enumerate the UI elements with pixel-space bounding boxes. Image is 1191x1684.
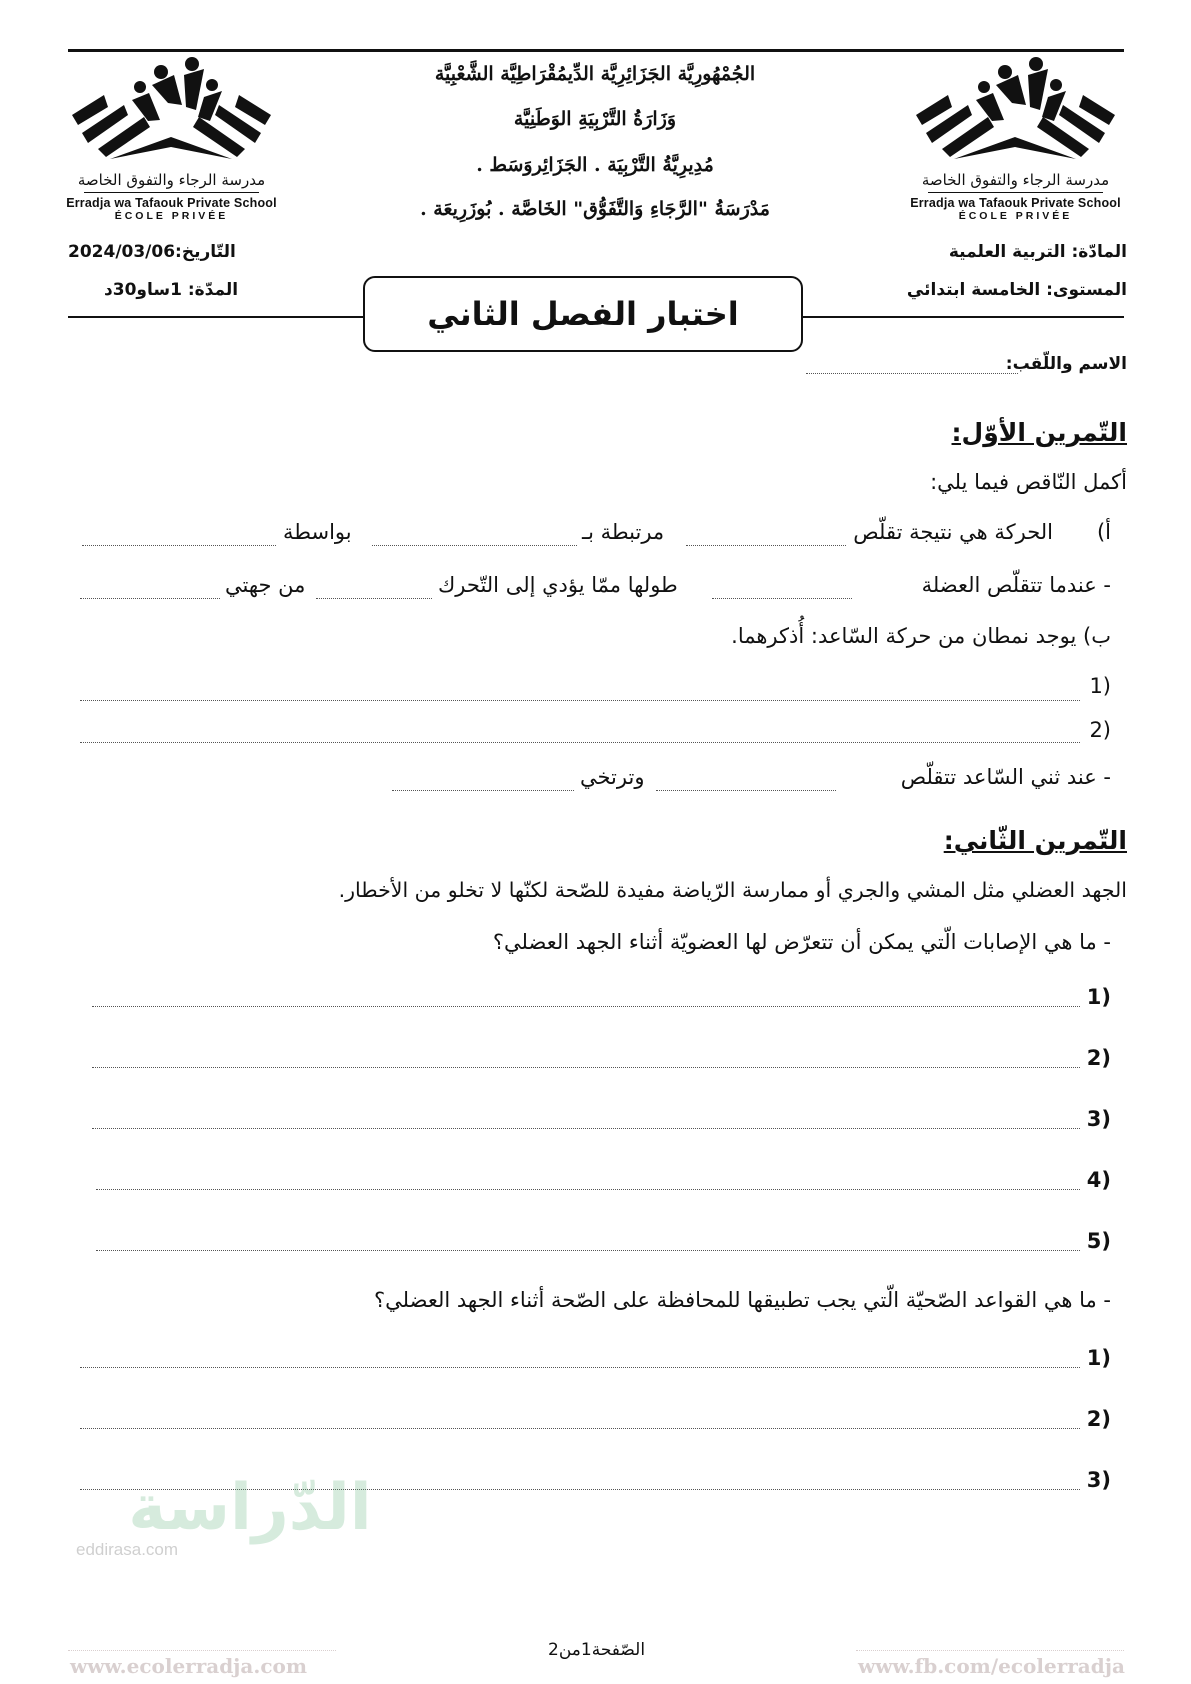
watermark-site: eddirasa.com: [76, 1540, 179, 1559]
date-label: التّاريخ:2024/03/06: [68, 242, 236, 262]
header-republic: الجُمْهُورِيَّة الجَزَائِرِيَّة الدِّيمُقْرَاطِيَّة الشَّعْبِيَّة: [434, 63, 756, 85]
ex1-a-part2: مرتبطة بـ: [582, 520, 665, 544]
ex2-q1-item-1-field[interactable]: [92, 1006, 1080, 1007]
ex1-last-blank1[interactable]: [656, 790, 836, 791]
ex2-q1-item-5-num: 5): [1086, 1229, 1111, 1253]
logo-name-ar: مدرسة الرجاء والتفوق الخاصة: [921, 171, 1110, 189]
logo-name-en: Erradja wa Tafaouk Private School: [910, 196, 1121, 210]
ex1-dash-end: من جهتي: [225, 573, 306, 597]
eddirasa-watermark: [70, 1468, 430, 1578]
ex2-q1-item-2-field[interactable]: [92, 1067, 1080, 1068]
footer-facebook[interactable]: www.fb.com/ecolerradja: [858, 1654, 1125, 1678]
ex1-a-blank2[interactable]: [372, 545, 577, 546]
ex2-q1-item-1-num: 1): [1086, 985, 1111, 1009]
ex2-q2-item-3-num: 3): [1086, 1468, 1111, 1492]
logo-name-fr: ÉCOLE PRIVÉE: [114, 210, 229, 222]
ex1-dash-blank3[interactable]: [80, 598, 220, 599]
school-logo-left: [64, 55, 279, 230]
name-label: الاسم واللّقب:: [1005, 354, 1127, 374]
ex2-q1-item-4-num: 4): [1086, 1168, 1111, 1192]
ex2-q1-item-3-field[interactable]: [92, 1128, 1080, 1129]
level-label: المستوى: الخامسة ابتدائي: [906, 280, 1127, 300]
logo-emblem-icon: [64, 55, 279, 165]
logo-emblem-icon: [908, 55, 1123, 165]
ex1-last-blank2[interactable]: [392, 790, 574, 791]
ex2-q2-item-2-num: 2): [1086, 1407, 1111, 1431]
ex1-a-blank3[interactable]: [82, 545, 276, 546]
school-logo-right: [908, 55, 1123, 230]
ex1-b-item-2-num: 2): [1089, 718, 1111, 742]
header-school: مَدْرَسَةُ "الرَّجَاءِ وَالتَّفَوُّق" الخَاصَّة . بُوزَرِيعَة .: [420, 198, 770, 220]
ex1-b-line: ب) يوجد نمطان من حركة السّاعد: أُذكرهما.: [731, 624, 1111, 648]
ex2-q2-item-1-field[interactable]: [80, 1367, 1080, 1368]
meta-underline-left: [68, 316, 363, 318]
footer-website[interactable]: www.ecolerradja.com: [70, 1654, 308, 1678]
ex1-b-item-2-field[interactable]: [80, 742, 1080, 743]
ex2-q2-item-1-num: 1): [1086, 1346, 1111, 1370]
exam-title: اختبار الفصل الثاني: [363, 276, 803, 352]
ex2-question2: - ما هي القواعد الصّحيّة الّتي يجب تطبيقها للمحافظة على الصّحة أثناء الجهد العضلي؟: [374, 1288, 1111, 1312]
page-number: الصّفحة1من2: [548, 1640, 646, 1660]
logo-divider: [84, 192, 259, 193]
ex1-a-blank1[interactable]: [686, 545, 846, 546]
logo-name-ar: مدرسة الرجاء والتفوق الخاصة: [77, 171, 266, 189]
ex1-last-mid: وترتخي: [580, 765, 645, 789]
ex1-dash-blank2[interactable]: [316, 598, 432, 599]
exercise1-title: التّمرين الأوّل:: [951, 418, 1127, 447]
ex2-q1-item-4-field[interactable]: [96, 1189, 1080, 1190]
header-directorate: مُدِيرِيَّةُ التَّرْبِيَة . الجَزَائِروَسَط .: [476, 154, 714, 176]
ex2-question1: - ما هي الإصابات الّتي يمكن أن تتعرّض لها العضويّة أثناء الجهد العضلي؟: [492, 930, 1111, 954]
ex1-a-part3: بواسطة: [283, 520, 352, 544]
ex2-q1-item-2-num: 2): [1086, 1046, 1111, 1070]
ex1-last-start: - عند ثني السّاعد تتقلّص: [900, 765, 1111, 789]
ex2-intro: الجهد العضلي مثل المشي والجري أو ممارسة الرّياضة مفيدة للصّحة لكنّها لا تخلو من الأخطار.: [338, 878, 1127, 902]
ex1-dash-mid: طولها ممّا يؤدي إلى التّحرك: [438, 573, 678, 597]
ex2-q1-item-5-field[interactable]: [96, 1250, 1080, 1251]
logo-name-fr: ÉCOLE PRIVÉE: [958, 210, 1073, 222]
duration-label: المدّة: 1ساو30د: [104, 280, 239, 300]
watermark-ar: الدّراسة: [128, 1471, 372, 1545]
subject-label: المادّة: التربية العلمية: [948, 242, 1127, 262]
logo-name-en: Erradja wa Tafaouk Private School: [66, 196, 277, 210]
ex1-a-part1: الحركة هي نتيجة تقلّص: [853, 520, 1053, 544]
ex2-q1-item-3-num: 3): [1086, 1107, 1111, 1131]
ex1-a-label: أ): [1096, 520, 1111, 544]
ex1-dash-blank1[interactable]: [712, 598, 852, 599]
ex1-instruction: أكمل النّاقص فيما يلي:: [930, 470, 1127, 494]
header-ministry: وَزَارَةُ التَّرْبِيَةِ الوَطَنِيَّة: [513, 108, 677, 130]
ex1-b-item-1-num: 1): [1089, 674, 1111, 698]
logo-divider: [928, 192, 1103, 193]
ex1-b-item-1-field[interactable]: [80, 700, 1080, 701]
footer-rule-right: [856, 1650, 1124, 1651]
footer-rule-left: [68, 1650, 336, 1651]
ex2-q2-item-2-field[interactable]: [80, 1428, 1080, 1429]
name-field[interactable]: [806, 373, 1018, 374]
ex1-dash-start: - عندما تتقلّص العضلة: [921, 573, 1111, 597]
meta-underline-right: [803, 316, 1124, 318]
exercise2-title: التّمرين الثّاني:: [943, 826, 1127, 855]
top-rule: [68, 49, 1124, 52]
